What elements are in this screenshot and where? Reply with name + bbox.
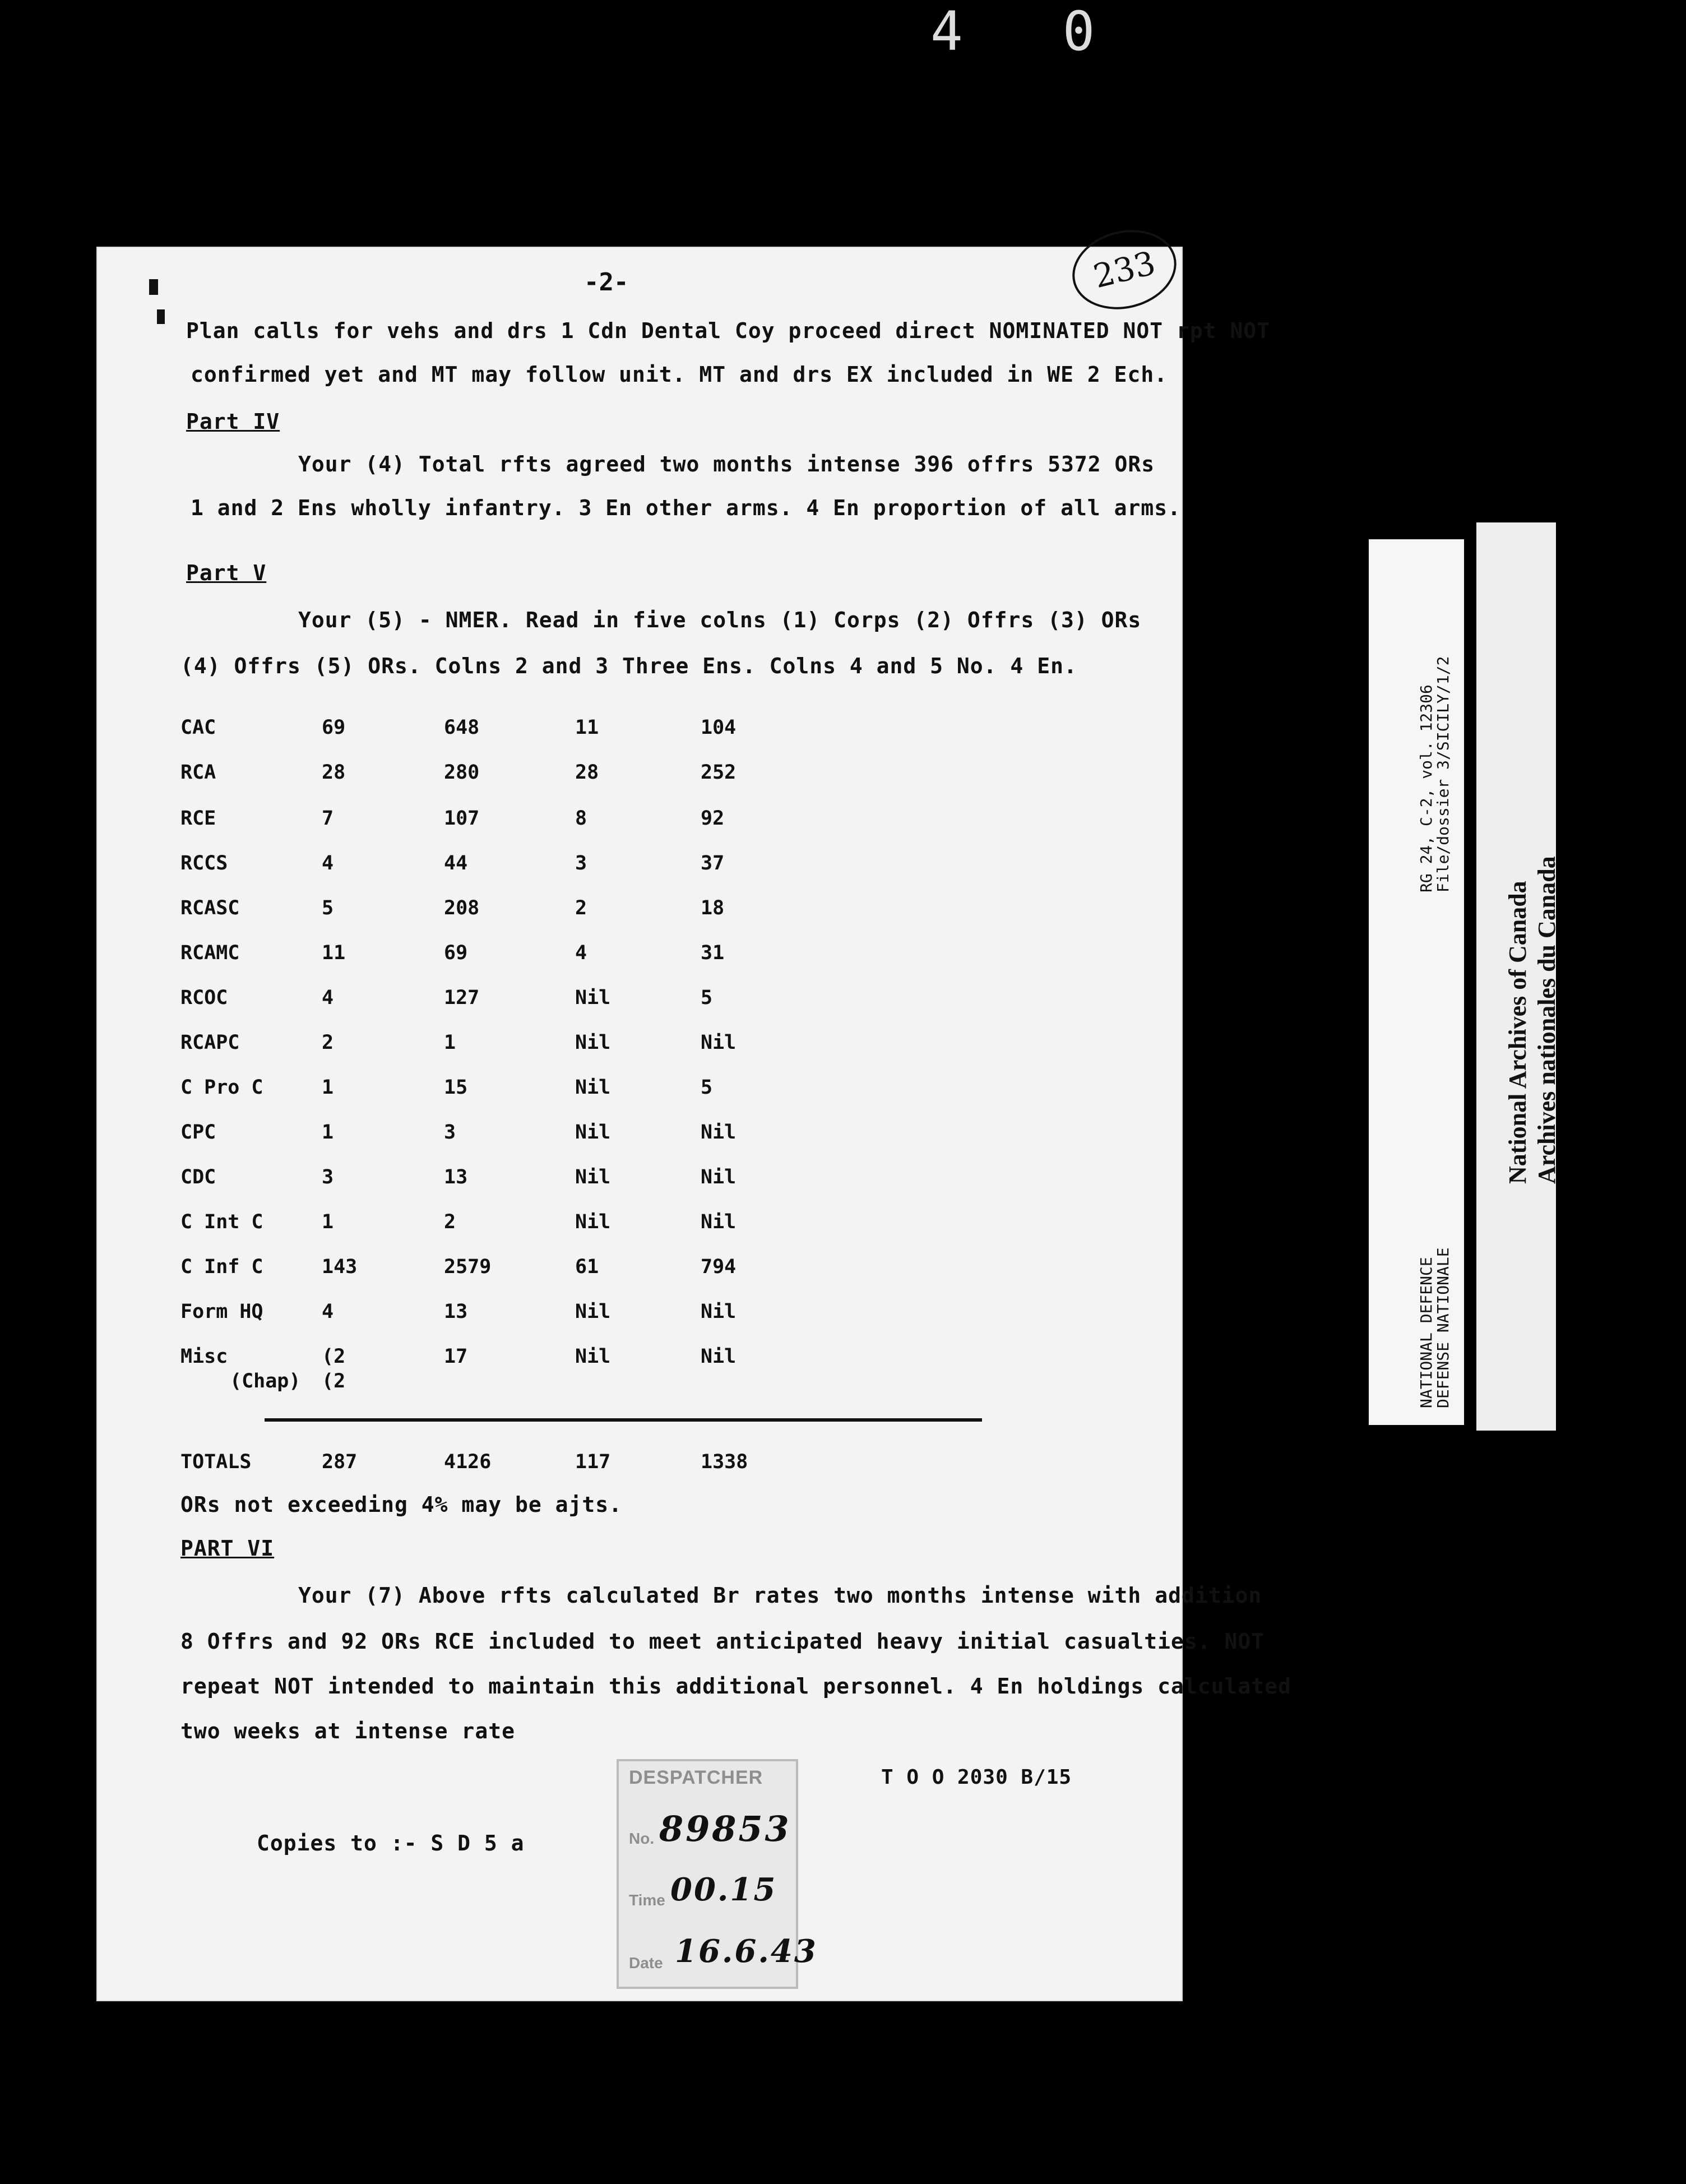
table-cell: Misc bbox=[180, 1345, 228, 1368]
table-cell: 2 bbox=[575, 897, 587, 919]
part-vi-line: repeat NOT intended to maintain this additional personnel. 4 En holdings calculated bbox=[180, 1674, 1291, 1699]
table-cell: 44 bbox=[444, 852, 468, 874]
table-row bbox=[180, 761, 920, 797]
table-row bbox=[180, 852, 920, 888]
stamp-title: DESPATCHER bbox=[629, 1767, 763, 1788]
archives-canada-strip bbox=[1476, 522, 1560, 1431]
table-row bbox=[180, 987, 920, 1022]
part-v-line: Your (5) - NMER. Read in five colns (1) Corps (2) Offrs (3) ORs bbox=[298, 608, 1142, 632]
table-cell: 5 bbox=[701, 1076, 713, 1099]
table-cell: 1 bbox=[322, 1211, 334, 1233]
paper-mark bbox=[149, 279, 158, 295]
table-cell: 11 bbox=[575, 716, 599, 739]
table-cell: RCCS bbox=[180, 852, 228, 874]
table-cell: RCA bbox=[180, 761, 216, 784]
table-cell: 18 bbox=[701, 897, 725, 919]
table-row bbox=[180, 1211, 920, 1247]
reference-line: NATIONAL DEFENCE bbox=[1417, 1257, 1435, 1408]
stamp-time-label: Time bbox=[629, 1891, 665, 1909]
table-row bbox=[180, 1031, 920, 1067]
table-cell: 3 bbox=[322, 1166, 334, 1188]
table-cell: Nil bbox=[575, 1301, 611, 1323]
table-cell: C Pro C bbox=[180, 1076, 263, 1099]
copies-to: Copies to :- S D 5 a bbox=[257, 1831, 525, 1856]
table-row bbox=[180, 1076, 920, 1112]
paper-mark bbox=[157, 309, 165, 324]
table-cell: Nil bbox=[701, 1211, 737, 1233]
table-cell: 2 bbox=[444, 1211, 456, 1233]
table-cell-sublabel: (Chap) bbox=[230, 1370, 301, 1392]
table-cell: 3 bbox=[444, 1121, 456, 1144]
table-cell: Nil bbox=[701, 1166, 737, 1188]
table-cell: 1 bbox=[444, 1031, 456, 1054]
table-cell: (2 bbox=[322, 1345, 346, 1368]
table-cell: 28 bbox=[322, 761, 346, 784]
table-cell: 127 bbox=[444, 987, 480, 1009]
table-cell: 1 bbox=[322, 1121, 334, 1144]
stamp-date-label: Date bbox=[629, 1954, 663, 1972]
table-cell: C Int C bbox=[180, 1211, 263, 1233]
table-cell: Nil bbox=[575, 1211, 611, 1233]
after-table-note: ORs not exceeding 4% may be ajts. bbox=[180, 1492, 622, 1517]
table-cell: 208 bbox=[444, 897, 480, 919]
table-cell: RCAPC bbox=[180, 1031, 240, 1054]
table-row bbox=[180, 807, 920, 843]
paragraph-line: Plan calls for vehs and drs 1 Cdn Dental Coy proceed direct NOMINATED NOT rpt NOT bbox=[186, 318, 1271, 343]
totals-row bbox=[180, 1451, 920, 1487]
part-vi-line: 8 Offrs and 92 ORs RCE included to meet anticipated heavy initial casualties. NOT bbox=[180, 1629, 1265, 1654]
reference-line: RG 24, C-2, vol. 12306 bbox=[1417, 684, 1435, 892]
table-cell: 104 bbox=[701, 716, 737, 739]
table-cell: 2 bbox=[322, 1031, 334, 1054]
table-cell: Form HQ bbox=[180, 1301, 263, 1323]
table-cell: 287 bbox=[322, 1451, 358, 1473]
table-cell: 31 bbox=[701, 942, 725, 964]
table-cell: CPC bbox=[180, 1121, 216, 1144]
table-cell: 69 bbox=[322, 716, 346, 739]
stamp-number-label: No. bbox=[629, 1830, 655, 1847]
table-cell: Nil bbox=[575, 1121, 611, 1144]
table-cell: CDC bbox=[180, 1166, 216, 1188]
table-cell: (2 bbox=[322, 1370, 346, 1392]
table-cell: 8 bbox=[575, 807, 587, 830]
table-row bbox=[180, 1256, 920, 1292]
film-frame-marks: 4 0 bbox=[930, 0, 1129, 63]
table-row bbox=[180, 942, 920, 978]
archive-name-french: Archives nationales du Canada bbox=[1533, 856, 1560, 1184]
table-cell: RCOC bbox=[180, 987, 228, 1009]
table-cell: 2579 bbox=[444, 1256, 492, 1278]
part-v-line: (4) Offrs (5) ORs. Colns 2 and 3 Three Ens. Colns 4 and 5 No. 4 En. bbox=[180, 654, 1077, 678]
part-vi-heading: PART VI bbox=[180, 1536, 275, 1561]
part-iv-line: Your (4) Total rfts agreed two months intense 396 offrs 5372 ORs bbox=[298, 452, 1155, 476]
part-v-heading: Part V bbox=[186, 561, 267, 585]
table-cell: 92 bbox=[701, 807, 725, 830]
paragraph-line: confirmed yet and MT may follow unit. MT and drs EX included in WE 2 Ech. bbox=[191, 362, 1168, 387]
table-cell: 107 bbox=[444, 807, 480, 830]
table-cell: RCAMC bbox=[180, 942, 240, 964]
page-number: -2- bbox=[584, 268, 629, 297]
table-cell: 7 bbox=[322, 807, 334, 830]
archival-document-page bbox=[96, 243, 1291, 2001]
table-cell: RCE bbox=[180, 807, 216, 830]
table-cell: Nil bbox=[575, 1345, 611, 1368]
table-cell: TOTALS bbox=[180, 1451, 252, 1473]
stamp-number-handwritten: 89853 bbox=[659, 1808, 791, 1849]
part-iv-line: 1 and 2 Ens wholly infantry. 3 En other arms. 4 En proportion of all arms. bbox=[191, 496, 1181, 520]
table-cell: Nil bbox=[575, 1076, 611, 1099]
table-cell: 252 bbox=[701, 761, 737, 784]
table-cell: 1338 bbox=[701, 1451, 748, 1473]
stamp-time-handwritten: 00.15 bbox=[670, 1871, 777, 1908]
table-cell: 11 bbox=[322, 942, 346, 964]
table-cell: 4 bbox=[575, 942, 587, 964]
table-cell: Nil bbox=[575, 1166, 611, 1188]
table-row bbox=[180, 1121, 920, 1157]
table-cell: 4 bbox=[322, 987, 334, 1009]
table-cell: CAC bbox=[180, 716, 216, 739]
table-cell: Nil bbox=[575, 987, 611, 1009]
despatcher-stamp bbox=[617, 1759, 818, 1989]
table-cell: 28 bbox=[575, 761, 599, 784]
table-cell: 1 bbox=[322, 1076, 334, 1099]
table-cell: 5 bbox=[701, 987, 713, 1009]
table-cell: Nil bbox=[701, 1031, 737, 1054]
table-row bbox=[180, 1301, 920, 1336]
table-cell: Nil bbox=[701, 1345, 737, 1368]
table-cell: 280 bbox=[444, 761, 480, 784]
table-cell: 37 bbox=[701, 852, 725, 874]
table-cell: 5 bbox=[322, 897, 334, 919]
part-vi-line: Your (7) Above rfts calculated Br rates two months intense with addition bbox=[298, 1583, 1262, 1608]
table-cell: 13 bbox=[444, 1166, 468, 1188]
table-cell: Nil bbox=[701, 1121, 737, 1144]
table-cell: 4 bbox=[322, 852, 334, 874]
time-of-origin: T O O 2030 B/15 bbox=[881, 1766, 1072, 1789]
misc-table-row bbox=[180, 1345, 920, 1401]
table-cell: 648 bbox=[444, 716, 480, 739]
table-cell: 143 bbox=[322, 1256, 358, 1278]
table-cell: 3 bbox=[575, 852, 587, 874]
table-cell: 117 bbox=[575, 1451, 611, 1473]
reference-line: File/dossier 3/SICILY/1/2 bbox=[1434, 656, 1452, 892]
table-cell: 17 bbox=[444, 1345, 468, 1368]
archive-reference-label bbox=[1369, 539, 1464, 1425]
table-cell: 794 bbox=[701, 1256, 737, 1278]
table-cell: C Inf C bbox=[180, 1256, 263, 1278]
reference-line: DEFENSE NATIONALE bbox=[1434, 1247, 1452, 1408]
archive-name-english: National Archives of Canada bbox=[1504, 881, 1531, 1184]
table-cell: 61 bbox=[575, 1256, 599, 1278]
table-cell: 13 bbox=[444, 1301, 468, 1323]
totals-rule bbox=[265, 1418, 982, 1422]
table-row bbox=[180, 716, 920, 752]
stamp-date-handwritten: 16.6.43 bbox=[675, 1933, 818, 1970]
table-row bbox=[180, 1166, 920, 1202]
table-cell: 69 bbox=[444, 942, 468, 964]
table-cell: 4126 bbox=[444, 1451, 492, 1473]
part-iv-heading: Part IV bbox=[186, 409, 280, 434]
table-row bbox=[180, 897, 920, 933]
table-cell: Nil bbox=[701, 1301, 737, 1323]
table-cell: 4 bbox=[322, 1301, 334, 1323]
table-cell: RCASC bbox=[180, 897, 240, 919]
table-cell: Nil bbox=[575, 1031, 611, 1054]
handwritten-folio-number: 233 bbox=[1064, 219, 1185, 320]
part-vi-line: two weeks at intense rate bbox=[180, 1719, 515, 1743]
table-cell: 15 bbox=[444, 1076, 468, 1099]
